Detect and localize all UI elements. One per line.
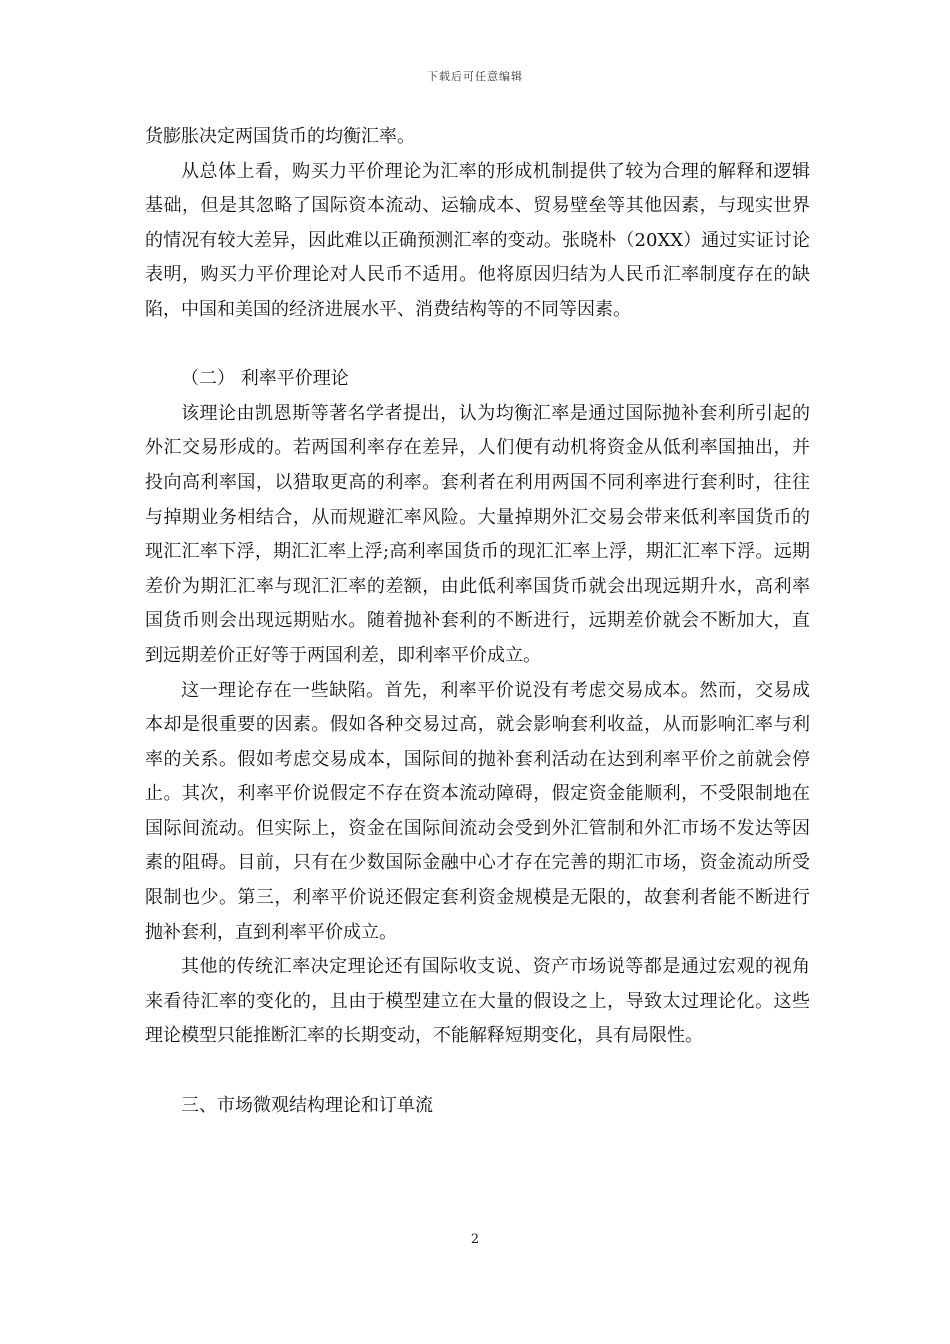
page-number: 2 [470, 1232, 480, 1247]
section-heading-microstructure: 三、市场微观结构理论和订单流 [181, 1094, 433, 1116]
paragraph-other-theories: 其他的传统汇率决定理论还有国际收支说、资产市场说等都是通过宏观的视角来看待汇率的变化的，且由于模型建立在大量的假设之上，导致太过理论化。这些理论模型只能推断汇率的长期变动，不能解释短期变化，具有局限性。 [145, 956, 810, 1047]
section-heading-interest-parity: （二） 利率平价理论 [181, 368, 349, 390]
blank-line [145, 328, 810, 363]
blank-line [145, 1054, 810, 1089]
paragraph-ppp-summary: 从总体上看，购买力平价理论为汇率的形成机制提供了较为合理的解释和逻辑基础，但是其忽略了国际资本流动、运输成本、贸易壁垒等其他因素，与现实世界的情况有较大差异，因此难以正确预测汇率的变动。张晓朴（20XX）通过实证讨论表明，购买力平价理论对人民币不适用。他将原因归结为人民币汇率制度存在的缺陷，中国和美国的经济进展水平、消费结构等的不同等因素。 [145, 160, 810, 320]
paragraph-continuation: 货膨胀决定两国货币的均衡汇率。 [145, 126, 415, 147]
document-body [145, 120, 810, 1123]
page-header: 下载后可任意编辑 [427, 70, 523, 83]
paragraph-interest-parity-flaws: 这一理论存在一些缺陷。首先，利率平价说没有考虑交易成本。然而，交易成本却是很重要的因素。假如各种交易过高，就会影响套利收益，从而影响汇率与利率的关系。假如考虑交易成本，国际间的抛补套利活动在达到利率平价之前就会停止。其次，利率平价说假定不存在资本流动障碍，假定资金能顺利，不受限制地在国际间流动。但实际上，资金在国际间流动会受到外汇管制和外汇市场不发达等因素的阻碍。目前，只有在少数国际金融中心才存在完善的期汇市场，资金流动所受限制也少。第三，利率平价说还假定套利资金规模是无限的，故套利者能不断进行抛补套利，直到利率平价成立。 [145, 679, 810, 943]
paragraph-interest-parity-theory: 该理论由凯恩斯等著名学者提出，认为均衡汇率是通过国际抛补套利所引起的外汇交易形成的。若两国利率存在差异，人们便有动机将资金从低利率国抽出，并投向高利率国，以猎取更高的利率。套利者在利用两国不同利率进行套利时，往往与掉期业务相结合，从而规避汇率风险。大量掉期外汇交易会带来低利率国货币的现汇汇率下浮，期汇汇率上浮;高利率国货币的现汇汇率上浮，期汇汇率下浮。远期差价为期汇汇率与现汇汇率的差额，由此低利率国货币就会出现远期升水，高利率国货币则会出现远期贴水。随着抛补套利的不断进行，远期差价就会不断加大，直到远期差价正好等于两国利差，即利率平价成立。 [145, 402, 810, 666]
